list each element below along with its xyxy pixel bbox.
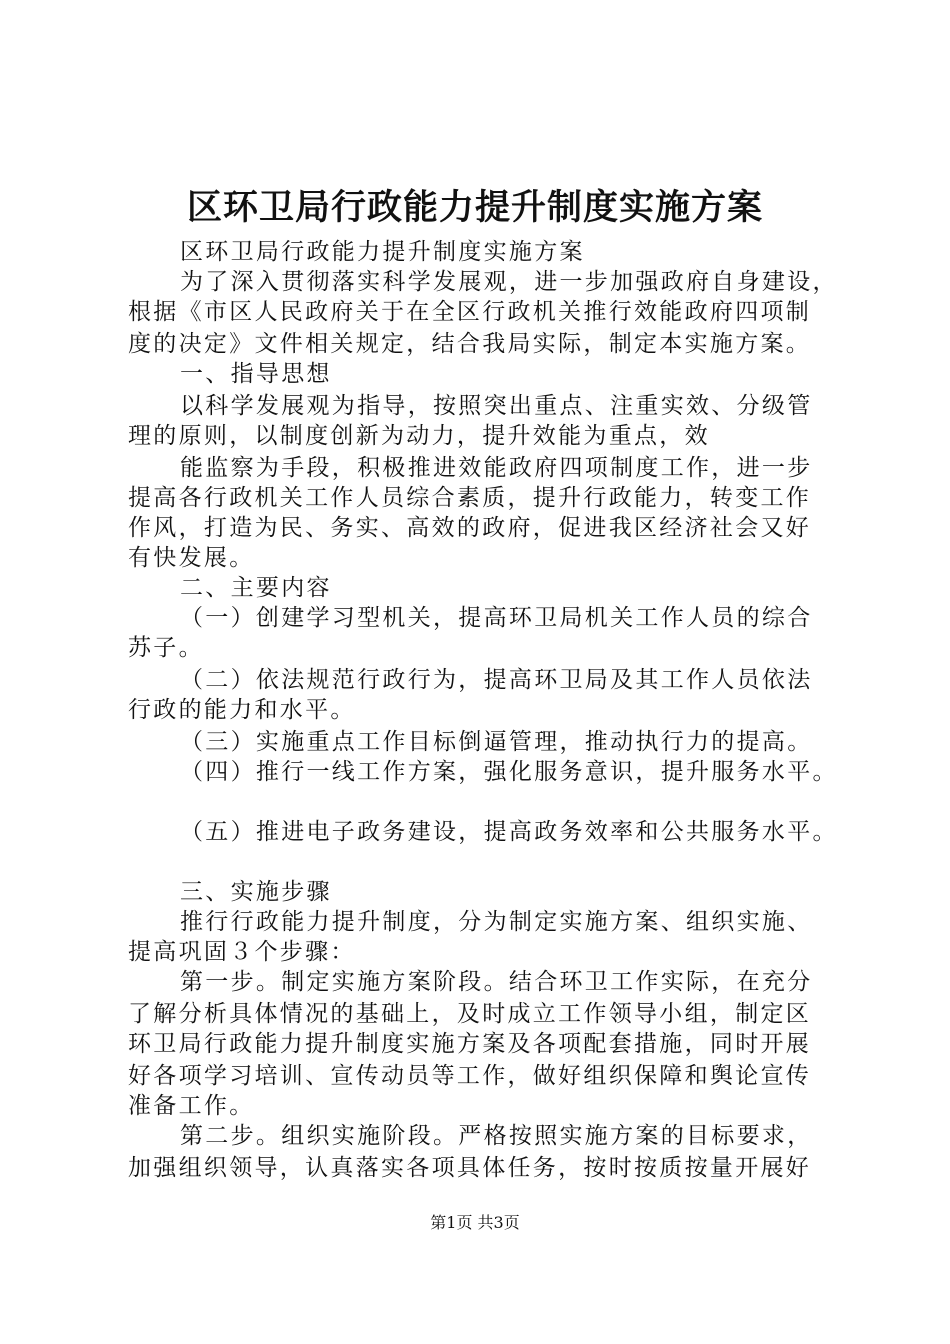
paragraph-line: 第一步。制定实施方案阶段。结合环卫工作实际，在充分 bbox=[180, 969, 813, 995]
paragraph-line: 环卫局行政能力提升制度实施方案及各项配套措施，同时开展 bbox=[128, 1031, 812, 1057]
paragraph-line: 提高各行政机关工作人员综合素质，提升行政能力，转变工作 bbox=[128, 485, 812, 511]
list-item-line: （四）推行一线工作方案，强化服务意识，提升服务水平。 bbox=[180, 759, 838, 785]
paragraph-line: 度的决定》文件相关规定，结合我局实际，制定本实施方案。 bbox=[128, 331, 812, 357]
paragraph-line: 好各项学习培训、宣传动员等工作，做好组织保障和舆论宣传 bbox=[128, 1063, 812, 1089]
document-title: 区环卫局行政能力提升制度实施方案 bbox=[186, 187, 763, 228]
paragraph-line: 以科学发展观为指导，按照突出重点、注重实效、分级管 bbox=[180, 393, 813, 419]
paragraph-line: 能监察为手段，积极推进效能政府四项制度工作，进一步 bbox=[180, 455, 813, 481]
paragraph-line: 理的原则，以制度创新为动力，提升效能为重点，效 bbox=[128, 423, 710, 449]
paragraph-line: 根据《市区人民政府关于在全区行政机关推行效能政府四项制 bbox=[128, 299, 812, 325]
section-heading: 二、主要内容 bbox=[180, 575, 332, 601]
paragraph-line: 为了深入贯彻落实科学发展观，进一步加强政府自身建设， bbox=[180, 269, 838, 295]
section-heading: 三、实施步骤 bbox=[180, 879, 332, 905]
paragraph-line: 提高巩固３个步骤： bbox=[128, 939, 356, 965]
paragraph-line: 加强组织领导，认真落实各项具体任务，按时按质按量开展好 bbox=[128, 1155, 812, 1181]
page-number: 第1页 共3页 bbox=[430, 1213, 520, 1232]
paragraph-line: 区环卫局行政能力提升制度实施方案 bbox=[180, 239, 585, 265]
paragraph-line: 了解分析具体情况的基础上，及时成立工作领导小组，制定区 bbox=[128, 1001, 812, 1027]
paragraph-line: 作风，打造为民、务实、高效的政府，促进我区经济社会又好 bbox=[128, 515, 812, 541]
paragraph-line: 推行行政能力提升制度，分为制定实施方案、组织实施、 bbox=[180, 909, 813, 935]
paragraph-line: 第二步。组织实施阶段。严格按照实施方案的目标要求， bbox=[180, 1123, 813, 1149]
list-item-line: （三）实施重点工作目标倒逼管理，推动执行力的提高。 bbox=[180, 729, 813, 755]
list-item-line: （一）创建学习型机关，提高环卫局机关工作人员的综合 bbox=[180, 605, 813, 631]
paragraph-line: 有快发展。 bbox=[128, 545, 255, 571]
section-heading: 一、指导思想 bbox=[180, 361, 332, 387]
list-item-line: （二）依法规范行政行为，提高环卫局及其工作人员依法 bbox=[180, 667, 813, 693]
list-item-line: （五）推进电子政务建设，提高政务效率和公共服务水平。 bbox=[180, 819, 838, 845]
list-item-line: 行政的能力和水平。 bbox=[128, 697, 356, 723]
paragraph-line: 准备工作。 bbox=[128, 1093, 255, 1119]
list-item-line: 苏子。 bbox=[128, 635, 204, 661]
